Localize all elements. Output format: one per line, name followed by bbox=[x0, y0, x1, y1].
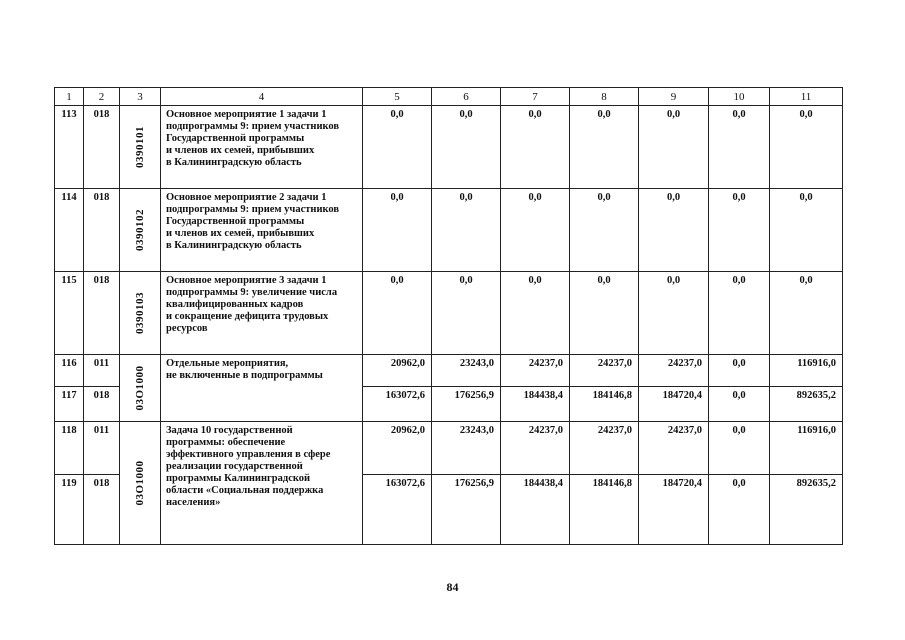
value-col-10: 0,0 bbox=[709, 387, 770, 422]
table-row bbox=[55, 422, 843, 475]
header-cell: 5 bbox=[363, 88, 432, 106]
value-col-6: 176256,9 bbox=[432, 387, 501, 422]
value-col-6: 0,0 bbox=[432, 189, 501, 272]
row-number: 118 bbox=[55, 422, 84, 475]
header-cell: 1 bbox=[55, 88, 84, 106]
value-col-10: 0,0 bbox=[709, 355, 770, 387]
ministry-code: 018 bbox=[84, 387, 120, 422]
header-cell: 7 bbox=[501, 88, 570, 106]
value-col-9: 24237,0 bbox=[639, 355, 709, 387]
value-col-5: 20962,0 bbox=[363, 422, 432, 475]
row-description: Основное мероприятие 2 задачи 1 подпрограммы 9: прием участников Государственной программы и членов их семей, прибывших в Калининградскую область bbox=[161, 189, 363, 272]
ministry-code: 018 bbox=[84, 272, 120, 355]
value-col-7: 0,0 bbox=[501, 189, 570, 272]
value-col-8: 0,0 bbox=[570, 106, 639, 189]
value-col-9: 0,0 bbox=[639, 189, 709, 272]
value-col-8: 0,0 bbox=[570, 272, 639, 355]
value-col-7: 24237,0 bbox=[501, 355, 570, 387]
header-cell: 11 bbox=[770, 88, 843, 106]
target-code: 0390102 bbox=[134, 209, 146, 251]
value-col-11: 0,0 bbox=[770, 189, 843, 272]
ministry-code: 018 bbox=[84, 189, 120, 272]
table-row bbox=[55, 272, 843, 355]
value-col-9: 184720,4 bbox=[639, 475, 709, 545]
value-col-8: 184146,8 bbox=[570, 387, 639, 422]
target-code-cell bbox=[120, 355, 161, 422]
value-col-6: 23243,0 bbox=[432, 355, 501, 387]
row-description: Задача 10 государственной программы: обеспечение эффективного управления в сфере реализации государственной программы Калининградской области «Социальная поддержка населения» bbox=[161, 422, 363, 545]
target-code: 0390101 bbox=[134, 126, 146, 168]
value-col-8: 24237,0 bbox=[570, 355, 639, 387]
value-col-6: 176256,9 bbox=[432, 475, 501, 545]
ministry-code: 018 bbox=[84, 106, 120, 189]
ministry-code: 018 bbox=[84, 475, 120, 545]
ministry-code: 011 bbox=[84, 422, 120, 475]
header-cell: 6 bbox=[432, 88, 501, 106]
target-code-cell bbox=[120, 422, 161, 545]
header-cell: 4 bbox=[161, 88, 363, 106]
value-col-8: 184146,8 bbox=[570, 475, 639, 545]
value-col-7: 0,0 bbox=[501, 106, 570, 189]
row-description: Отдельные мероприятия, не включенные в подпрограммы bbox=[161, 355, 363, 422]
header-cell: 10 bbox=[709, 88, 770, 106]
header-cell: 9 bbox=[639, 88, 709, 106]
value-col-5: 163072,6 bbox=[363, 475, 432, 545]
target-code: 03O1000 bbox=[134, 365, 146, 411]
value-col-11: 0,0 bbox=[770, 272, 843, 355]
page-number: 84 bbox=[446, 580, 459, 594]
value-col-9: 184720,4 bbox=[639, 387, 709, 422]
value-col-7: 184438,4 bbox=[501, 475, 570, 545]
value-col-6: 23243,0 bbox=[432, 422, 501, 475]
value-col-10: 0,0 bbox=[709, 189, 770, 272]
table-row bbox=[55, 189, 843, 272]
value-col-5: 0,0 bbox=[363, 272, 432, 355]
value-col-11: 892635,2 bbox=[770, 475, 843, 545]
value-col-10: 0,0 bbox=[709, 422, 770, 475]
value-col-8: 24237,0 bbox=[570, 422, 639, 475]
budget-table bbox=[54, 87, 843, 545]
value-col-11: 892635,2 bbox=[770, 387, 843, 422]
row-description: Основное мероприятие 3 задачи 1 подпрограммы 9: увеличение числа квалифицированных кадров и сокращение дефицита трудовых ресурсов bbox=[161, 272, 363, 355]
value-col-9: 0,0 bbox=[639, 106, 709, 189]
value-col-5: 20962,0 bbox=[363, 355, 432, 387]
row-number: 113 bbox=[55, 106, 84, 189]
header-row bbox=[55, 88, 843, 106]
value-col-5: 0,0 bbox=[363, 106, 432, 189]
table-row bbox=[55, 355, 843, 387]
value-col-5: 163072,6 bbox=[363, 387, 432, 422]
value-col-9: 0,0 bbox=[639, 272, 709, 355]
value-col-6: 0,0 bbox=[432, 106, 501, 189]
target-code-cell bbox=[120, 272, 161, 355]
value-col-7: 24237,0 bbox=[501, 422, 570, 475]
value-col-10: 0,0 bbox=[709, 106, 770, 189]
value-col-7: 0,0 bbox=[501, 272, 570, 355]
row-number: 115 bbox=[55, 272, 84, 355]
target-code-cell bbox=[120, 189, 161, 272]
value-col-11: 116916,0 bbox=[770, 355, 843, 387]
target-code: 0390103 bbox=[134, 292, 146, 334]
row-description: Основное мероприятие 1 задачи 1 подпрограммы 9: прием участников Государственной программы и членов их семей, прибывших в Калининградскую область bbox=[161, 106, 363, 189]
target-code-cell bbox=[120, 106, 161, 189]
row-number: 116 bbox=[55, 355, 84, 387]
value-col-10: 0,0 bbox=[709, 272, 770, 355]
row-number: 114 bbox=[55, 189, 84, 272]
ministry-code: 011 bbox=[84, 355, 120, 387]
value-col-9: 24237,0 bbox=[639, 422, 709, 475]
row-number: 117 bbox=[55, 387, 84, 422]
value-col-10: 0,0 bbox=[709, 475, 770, 545]
value-col-8: 0,0 bbox=[570, 189, 639, 272]
header-cell: 8 bbox=[570, 88, 639, 106]
table-row bbox=[55, 106, 843, 189]
value-col-5: 0,0 bbox=[363, 189, 432, 272]
value-col-11: 0,0 bbox=[770, 106, 843, 189]
value-col-6: 0,0 bbox=[432, 272, 501, 355]
row-number: 119 bbox=[55, 475, 84, 545]
value-col-7: 184438,4 bbox=[501, 387, 570, 422]
target-code: 03O1000 bbox=[134, 460, 146, 506]
header-cell: 2 bbox=[84, 88, 120, 106]
header-cell: 3 bbox=[120, 88, 161, 106]
value-col-11: 116916,0 bbox=[770, 422, 843, 475]
